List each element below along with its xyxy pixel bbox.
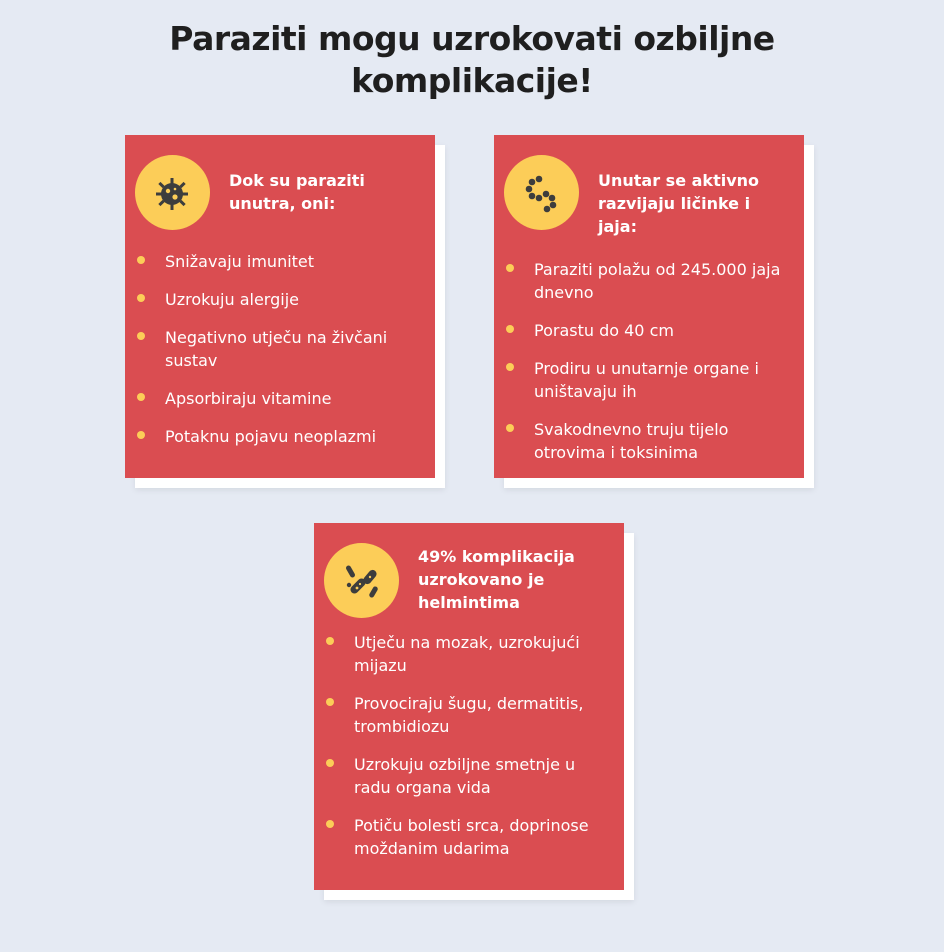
list-item: Potiču bolesti srca, doprinose moždanim udarima xyxy=(324,814,614,860)
card-effects xyxy=(125,135,435,478)
card-larvae xyxy=(494,135,804,478)
list-item: Apsorbiraju vitamine xyxy=(135,387,425,410)
icon-badge xyxy=(504,155,579,230)
page-title-line-2: komplikacije! xyxy=(351,61,593,100)
card-list xyxy=(135,250,425,448)
card-title: 49% komplikacija uzrokovano je helmintima xyxy=(418,547,575,612)
icon-badge xyxy=(135,155,210,230)
list-item: Negativno utječu na živčani sustav xyxy=(135,326,425,372)
list-item: Provociraju šugu, dermatitis, trombidiozu xyxy=(324,692,614,738)
list-item: Snižavaju imunitet xyxy=(135,250,425,273)
card-list xyxy=(504,258,794,464)
card-header xyxy=(135,155,425,230)
list-item: Potaknu pojavu neoplazmi xyxy=(135,425,425,448)
card-title: Dok su paraziti unutra, oni: xyxy=(229,171,365,213)
card-title: Unutar se aktivno razvijaju ličinke i jaja: xyxy=(598,171,760,236)
card-body xyxy=(494,135,804,478)
list-item: Porastu do 40 cm xyxy=(504,319,794,342)
list-item: Utječu na mozak, uzrokujući mijazu xyxy=(324,631,614,677)
card-header xyxy=(504,155,794,238)
card-body xyxy=(125,135,435,478)
card-header xyxy=(324,543,614,618)
microbes-icon xyxy=(342,561,382,601)
page-title xyxy=(0,18,944,102)
worm-icon xyxy=(522,173,562,213)
card-complications xyxy=(314,523,624,890)
list-item: Uzrokuju alergije xyxy=(135,288,425,311)
bacteria-icon xyxy=(153,173,193,213)
list-item: Svakodnevno truju tijelo otrovima i toksinima xyxy=(504,418,794,464)
card-body xyxy=(314,523,624,890)
list-item: Prodiru u unutarnje organe i uništavaju ih xyxy=(504,357,794,403)
icon-badge xyxy=(324,543,399,618)
list-item: Paraziti polažu od 245.000 jaja dnevno xyxy=(504,258,794,304)
list-item: Uzrokuju ozbiljne smetnje u radu organa vida xyxy=(324,753,614,799)
page-title-line-1: Paraziti mogu uzrokovati ozbiljne xyxy=(169,19,775,58)
card-list xyxy=(324,631,614,860)
